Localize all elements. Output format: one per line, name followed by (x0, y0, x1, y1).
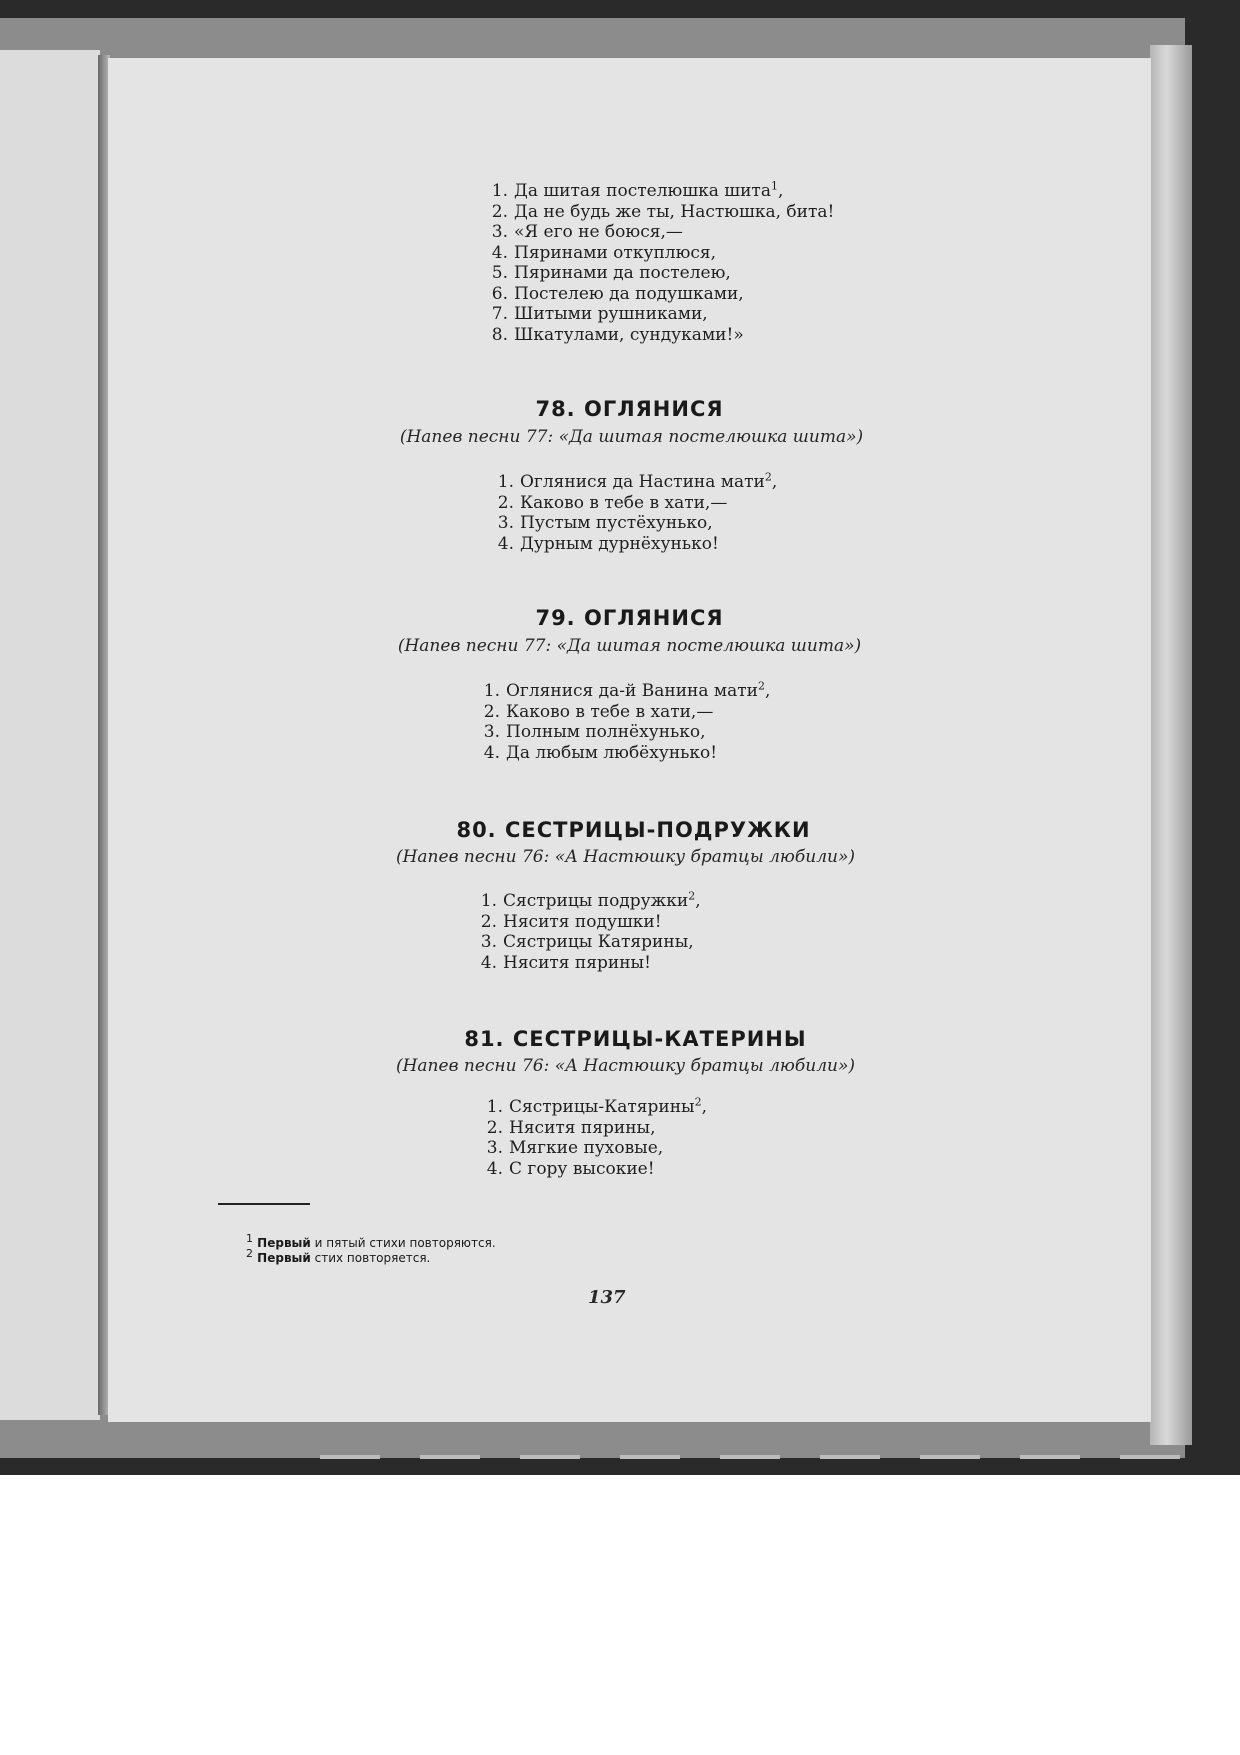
verse-line-text: Оглянися да-й Ванина мати (506, 681, 759, 701)
verse-line-text: Сястрицы подружки (503, 891, 689, 911)
song-80-tune: (Напев песни 76: «А Настюшку братцы любили») (395, 847, 856, 867)
verse-line (481, 1138, 707, 1159)
verse-line-text: Мягкие пуховые, (509, 1138, 664, 1158)
page-edges (1150, 45, 1192, 1445)
song-81-tune: (Напев песни 76: «А Настюшку братцы любили») (395, 1056, 856, 1076)
verse-line (486, 181, 834, 202)
footnote-bold: Первый (253, 1236, 311, 1250)
verse-line-number: 1. (497, 472, 514, 492)
verse-line-punct: , (695, 891, 701, 911)
song-81-title: 81. СЕСТРИЦЫ-КАТЕРИНЫ (464, 1027, 807, 1051)
verse-line (481, 1159, 707, 1180)
verse-line-text: Да шитая постелюшка шита (514, 181, 771, 201)
verse-line-punct: , (701, 1097, 707, 1117)
verse-line-number: 6. (491, 283, 508, 304)
verse-line-text: Пустым пустёхунько, (520, 513, 713, 533)
footnote-ref: 1 (770, 179, 778, 193)
page-number: 137 (588, 1287, 626, 1308)
verse-line-text: Шитыми рушниками, (514, 304, 708, 324)
verse-line-number: 5. (491, 263, 508, 283)
verse-line (478, 702, 770, 723)
verse-line-text: Оглянися да Настина мати (520, 472, 765, 492)
verse-line (486, 325, 834, 346)
verse-line-number: 4. (491, 242, 508, 263)
verse-line-punct: , (765, 681, 771, 701)
verse-line-number: 1. (483, 681, 500, 701)
footnote-bold: Первый (253, 1251, 311, 1265)
verse-line-number: 3. (486, 1138, 503, 1158)
song-78-title: 78. ОГЛЯНИСЯ (535, 397, 724, 421)
verse-line-text: Да не будь же ты, Настюшка, бита! (514, 201, 835, 222)
verse-line (475, 953, 701, 974)
song-81-verse (481, 1097, 707, 1179)
footnote-ref: 2 (758, 679, 766, 693)
verse-line-punct: , (777, 181, 784, 201)
verse-line-number: 1. (480, 891, 497, 911)
verse-line-number: 4. (486, 1158, 503, 1179)
verse-line (486, 263, 834, 284)
verse-line (486, 202, 834, 223)
song-78-tune: (Напев песни 77: «Да шитая постелюшка шита») (399, 427, 864, 447)
song-78-verse (492, 472, 777, 554)
verse-line-text: Сястрицы Катярины, (503, 932, 694, 952)
song-77-verse (486, 181, 834, 345)
footnote-mark: 2 (246, 1247, 253, 1260)
verse-line-text: Каково в тебе в хати,— (520, 492, 728, 513)
song-80-title: 80. СЕСТРИЦЫ-ПОДРУЖКИ (456, 818, 811, 842)
verse-line-number: 1. (486, 1097, 503, 1117)
verse-line-number: 4. (480, 952, 497, 973)
verse-line (478, 722, 770, 743)
footnote-mark: 1 (246, 1232, 253, 1245)
verse-line-number: 7. (491, 304, 508, 324)
footnote-text: и пятый стихи повторяются. (310, 1236, 496, 1250)
verse-line-text: Няситя подушки! (503, 911, 662, 932)
verse-line-number: 2. (483, 701, 500, 722)
verse-line-text: Постелею да подушками, (514, 283, 744, 304)
bottom-ruler-marks (320, 1455, 1220, 1459)
verse-line-text: Пяринами да постелею, (514, 263, 731, 283)
verse-line (481, 1097, 707, 1118)
verse-line-number: 2. (497, 492, 514, 513)
verse-line (481, 1118, 707, 1139)
verse-line-text: Каково в тебе в хати,— (506, 701, 714, 722)
verse-line (486, 243, 834, 264)
verse-line-text: Сястрицы-Катярины (509, 1097, 695, 1117)
footnotes (246, 1232, 496, 1266)
song-79-title: 79. ОГЛЯНИСЯ (535, 606, 724, 630)
left-page (0, 50, 100, 1420)
footnote-rule (218, 1203, 310, 1205)
verse-line-text: Няситя пярины, (509, 1117, 656, 1138)
footnote-ref: 2 (688, 889, 696, 903)
verse-line-text: Няситя пярины! (503, 952, 651, 973)
verse-line-text: Полным полнёхунько, (506, 722, 706, 742)
verse-line (492, 472, 777, 493)
song-79-verse (478, 681, 770, 763)
verse-line (486, 284, 834, 305)
verse-line-text: Пяринами откуплюся, (514, 242, 717, 263)
verse-line-number: 2. (480, 911, 497, 932)
verse-line-number: 2. (491, 201, 508, 222)
song-80-verse (475, 891, 701, 973)
verse-line (492, 493, 777, 514)
verse-line-punct: , (771, 472, 778, 492)
verse-line (486, 222, 834, 243)
verse-line-number: 1. (491, 181, 508, 201)
verse-line-text: Да любым любёхунько! (506, 742, 718, 763)
verse-line-number: 4. (483, 742, 500, 763)
verse-line (475, 932, 701, 953)
footnote (246, 1247, 496, 1266)
verse-line (492, 534, 777, 555)
footnote-ref: 2 (764, 470, 772, 484)
verse-line-text: С гору высокие! (509, 1158, 655, 1179)
verse-line (478, 743, 770, 764)
footnote (246, 1232, 496, 1251)
footnote-ref: 2 (694, 1095, 702, 1109)
verse-line (478, 681, 770, 702)
verse-line-text: Шкатулами, сундуками!» (514, 324, 744, 345)
verse-line-number: 3. (480, 932, 497, 952)
verse-line-number: 3. (483, 722, 500, 742)
verse-line (492, 513, 777, 534)
verse-line-number: 3. (497, 513, 514, 533)
footnote-text: стих повторяется. (310, 1251, 431, 1265)
verse-line (475, 891, 701, 912)
verse-line-number: 2. (486, 1117, 503, 1138)
verse-line-number: 3. (491, 222, 508, 242)
verse-line-number: 4. (497, 533, 514, 554)
verse-line (486, 304, 834, 325)
verse-line-text: Дурным дурнёхунько! (520, 533, 719, 554)
verse-line-number: 8. (491, 324, 508, 345)
verse-line (475, 912, 701, 933)
song-79-tune: (Напев песни 77: «Да шитая постелюшка шита») (397, 636, 862, 656)
verse-line-text: «Я его не боюся,— (514, 222, 683, 242)
